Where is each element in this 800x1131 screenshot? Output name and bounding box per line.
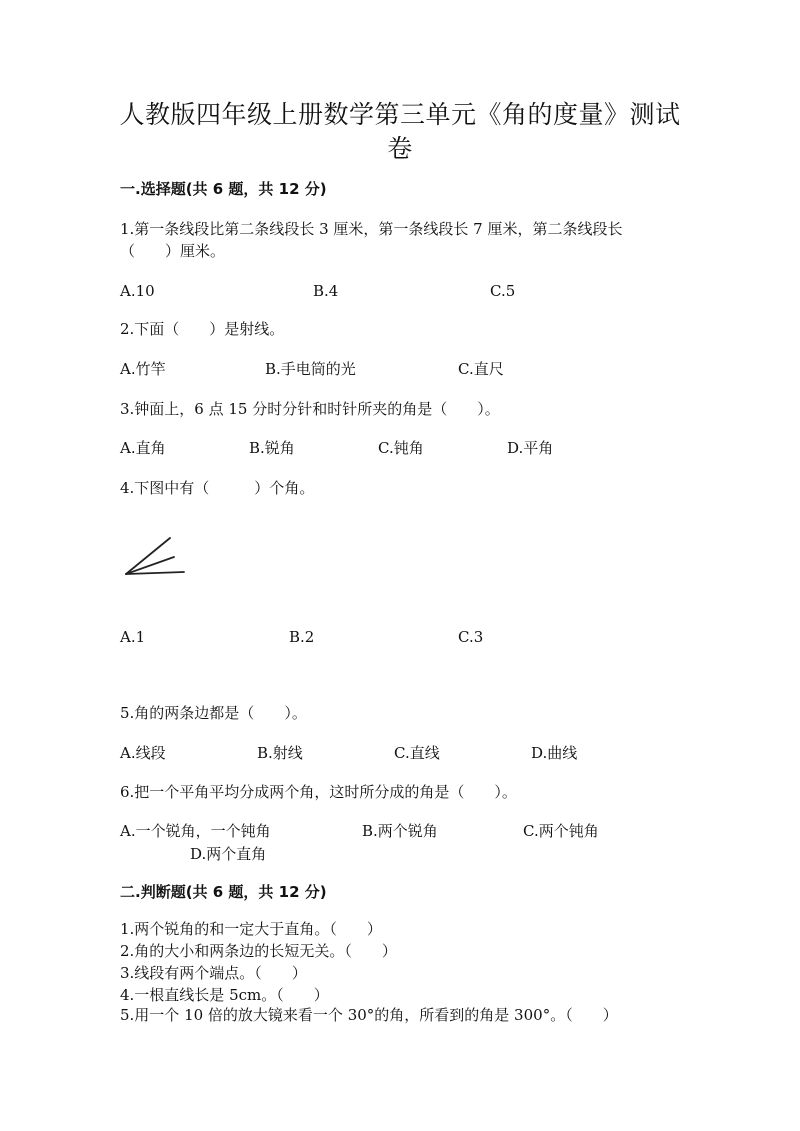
- q6-option-b: B.两个锐角: [362, 822, 438, 840]
- q6-option-c: C.两个钝角: [523, 822, 599, 840]
- question-4: 4.下图中有（ ）个角。: [120, 479, 315, 497]
- q6-option-a: A.一个锐角，一个钝角: [120, 822, 271, 840]
- q2-option-c: C.直尺: [458, 360, 504, 378]
- q3-option-a: A.直角: [120, 439, 166, 457]
- q1-option-b: B.4: [313, 282, 339, 300]
- q2-option-a: A.竹竿: [120, 360, 166, 378]
- q1-option-c: C.5: [490, 282, 516, 300]
- q4-option-c: C.3: [458, 628, 484, 646]
- q5-option-a: A.线段: [120, 744, 166, 762]
- title-line-1: 人教版四年级上册数学第三单元《角的度量》测试: [119, 100, 681, 129]
- question-1-line-2: （ ）厘米。: [120, 242, 226, 260]
- title-line-2: 卷: [387, 134, 413, 163]
- question-5: 5.角的两条边都是（ ）。: [120, 704, 307, 722]
- q2-option-b: B.手电筒的光: [265, 360, 356, 378]
- judgment-item-2: 2.角的大小和两条边的长短无关。（ ）: [120, 942, 397, 960]
- angle-figure: [120, 530, 190, 580]
- question-6: 6.把一个平角平均分成两个角，这时所分成的角是（ ）。: [120, 783, 517, 801]
- q4-option-b: B.2: [289, 628, 315, 646]
- q3-option-c: C.钝角: [378, 439, 424, 457]
- section-heading-judgment: 二.判断题(共 6 题，共 12 分): [120, 883, 327, 901]
- q3-option-d: D.平角: [507, 439, 554, 457]
- section-heading-choice: 一.选择题(共 6 题，共 12 分): [120, 180, 327, 198]
- q5-option-c: C.直线: [394, 744, 440, 762]
- question-2: 2.下面（ ）是射线。: [120, 320, 285, 338]
- q5-option-b: B.射线: [257, 744, 303, 762]
- page-title: [100, 98, 700, 166]
- judgment-item-5: 5.用一个 10 倍的放大镜来看一个 30°的角，所看到的角是 300°。（ ）: [120, 1006, 618, 1024]
- q1-option-a: A.10: [120, 282, 155, 300]
- judgment-item-1: 1.两个锐角的和一定大于直角。（ ）: [120, 920, 382, 938]
- q3-option-b: B.锐角: [249, 439, 295, 457]
- question-1-line-1: 1.第一条线段比第二条线段长 3 厘米，第一条线段长 7 厘米，第二条线段长: [120, 220, 623, 238]
- judgment-item-3: 3.线段有两个端点。（ ）: [120, 964, 307, 982]
- q4-option-a: A.1: [120, 628, 146, 646]
- q6-option-d: D.两个直角: [190, 845, 267, 863]
- question-3: 3.钟面上，6 点 15 分时分针和时针所夹的角是（ ）。: [120, 400, 500, 418]
- q5-option-d: D.曲线: [531, 744, 578, 762]
- judgment-item-4: 4.一根直线长是 5cm。（ ）: [120, 986, 329, 1004]
